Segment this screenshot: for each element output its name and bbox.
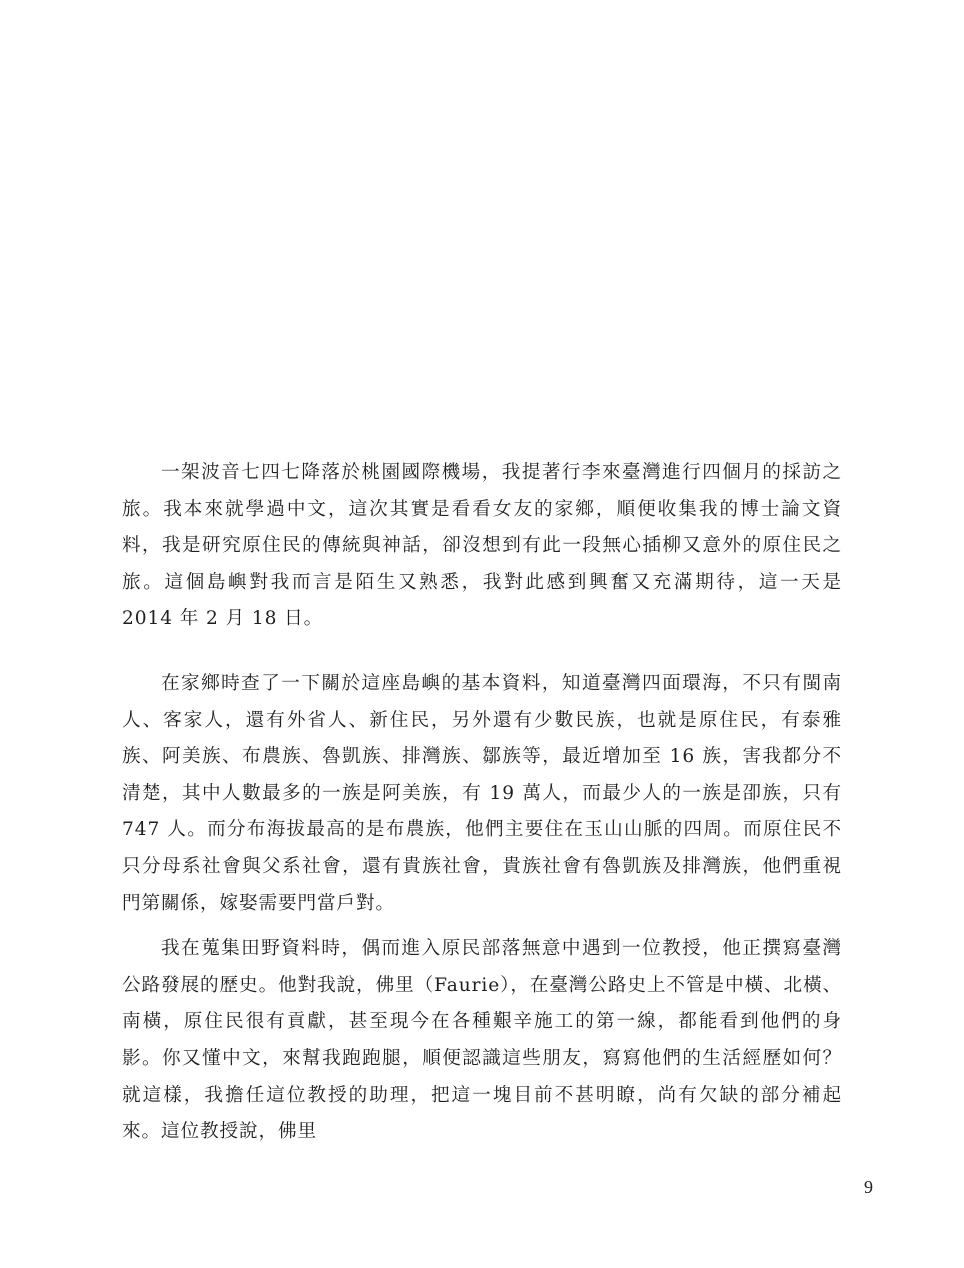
- page-number: 9: [864, 1177, 873, 1197]
- body-text: [122, 455, 842, 1151]
- paragraph-arrival: 一架波音七四七降落於桃園國際機場，我提著行李來臺灣進行四個月的採訪之旅。我本來就學過中文，這次其實是看看女友的家鄉，順便收集我的博士論文資料，我是研究原住民的傳統與神話，卻沒想到有此一段無心插柳又意外的原住民之旅。這個島嶼對我而言是陌生又熟悉，我對此感到興奮又充滿期待，這一天是 2014 年 2 月 18 日。: [122, 462, 842, 630]
- paragraph-professor-meeting: 我在蒐集田野資料時，偶而進入原民部落無意中遇到一位教授，他正撰寫臺灣公路發展的歷史。他對我說，佛里（Faurie），在臺灣公路史上不管是中橫、北橫、南橫，原住民很有貢獻，甚至現今在各種艱辛施工的第一線，都能看到他們的身影。你又懂中文，來幫我跑跑腿，順便認識這些朋友，寫寫他們的生活經歷如何？就這樣，我擔任這位教授的助理，把這一塊目前不甚明瞭，尚有欠缺的部分補起來。這位教授說，佛里: [122, 938, 842, 1143]
- paragraph-taiwan-overview: 在家鄉時查了一下關於這座島嶼的基本資料，知道臺灣四面環海，不只有閩南人、客家人，還有外省人、新住民，另外還有少數民族，也就是原住民，有泰雅族、阿美族、布農族、魯凱族、排灣族、鄒族等，最近增加至 16 族，害我都分不清楚，其中人數最多的一族是阿美族，有 19 萬人，而最少人的一族是卲族，只有 747 人。而分布海拔最高的是布農族，他們主要住在玉山山脈的四周。而原住民不只分母系社會與父系社會，還有貴族社會，貴族社會有魯凱族及排灣族，他們重視門第關係，嫁娶需要門當戶對。: [122, 672, 842, 914]
